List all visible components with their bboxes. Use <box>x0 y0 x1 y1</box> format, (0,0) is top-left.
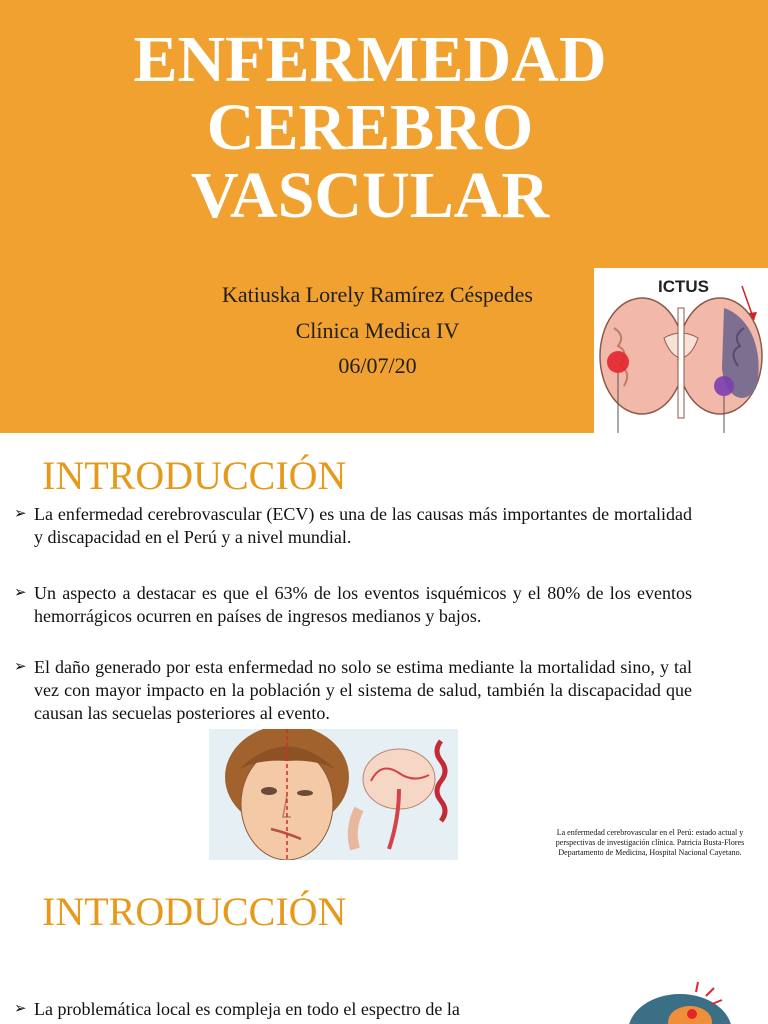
author-name: Katiuska Lorely Ramírez Céspedes <box>222 282 533 307</box>
brain-alert-icon <box>610 972 750 1024</box>
slide-title <box>0 23 740 232</box>
intro-bullet-4 <box>14 998 549 1021</box>
facial-palsy-icon <box>209 729 458 860</box>
intro-bullet-3 <box>14 656 692 725</box>
intro-bullet-2 <box>14 582 692 628</box>
title-slide <box>0 0 768 433</box>
ictus-brain-illustration <box>594 268 768 433</box>
bullet-text: Un aspecto a destacar es que el 63% de los eventos isquémicos y el 80% de los eventos hemorrágicos ocurren en países de ingresos medianos y bajos. <box>34 583 692 626</box>
intro-heading-2: INTRODUCCIÓN <box>42 889 347 934</box>
title-line-1: ENFERMEDAD <box>133 23 607 96</box>
brain-cross-section-icon <box>594 268 768 433</box>
course-name: Clínica Medica IV <box>295 318 460 343</box>
presentation-date: 06/07/20 <box>338 353 417 378</box>
image-caption: La enfermedad cerebrovascular en el Perú: estado actual y perspectivas de investigación clínica. Patricia Busta-Flores Departamento de Medicina, Hospital Nacional Cayetano. <box>555 828 745 857</box>
brain-alert-illustration <box>610 972 750 1024</box>
arrow-bullet-icon: ➢ <box>14 1001 27 1017</box>
bullet-text: La problemática local es compleja en todo el espectro de la <box>34 999 460 1019</box>
title-line-2: CEREBRO <box>206 91 534 164</box>
intro-bullet-1 <box>14 503 692 549</box>
arrow-bullet-icon: ➢ <box>14 585 27 601</box>
ictus-label: ICTUS <box>658 277 709 296</box>
arrow-bullet-icon: ➢ <box>14 659 27 675</box>
arrow-bullet-icon: ➢ <box>14 506 27 522</box>
stroke-face-illustration <box>209 729 458 860</box>
title-line-3: VASCULAR <box>190 159 550 232</box>
intro-heading: INTRODUCCIÓN <box>42 453 347 498</box>
bullet-text: El daño generado por esta enfermedad no solo se estima mediante la mortalidad sino, y tal vez con mayor impacto en la población y el sistema de salud, también la discapacidad que causan las secuelas posteriores al evento. <box>34 657 692 723</box>
bullet-text: La enfermedad cerebrovascular (ECV) es una de las causas más importantes de mortalidad y discapacidad en el Perú y a nivel mundial. <box>34 504 692 547</box>
